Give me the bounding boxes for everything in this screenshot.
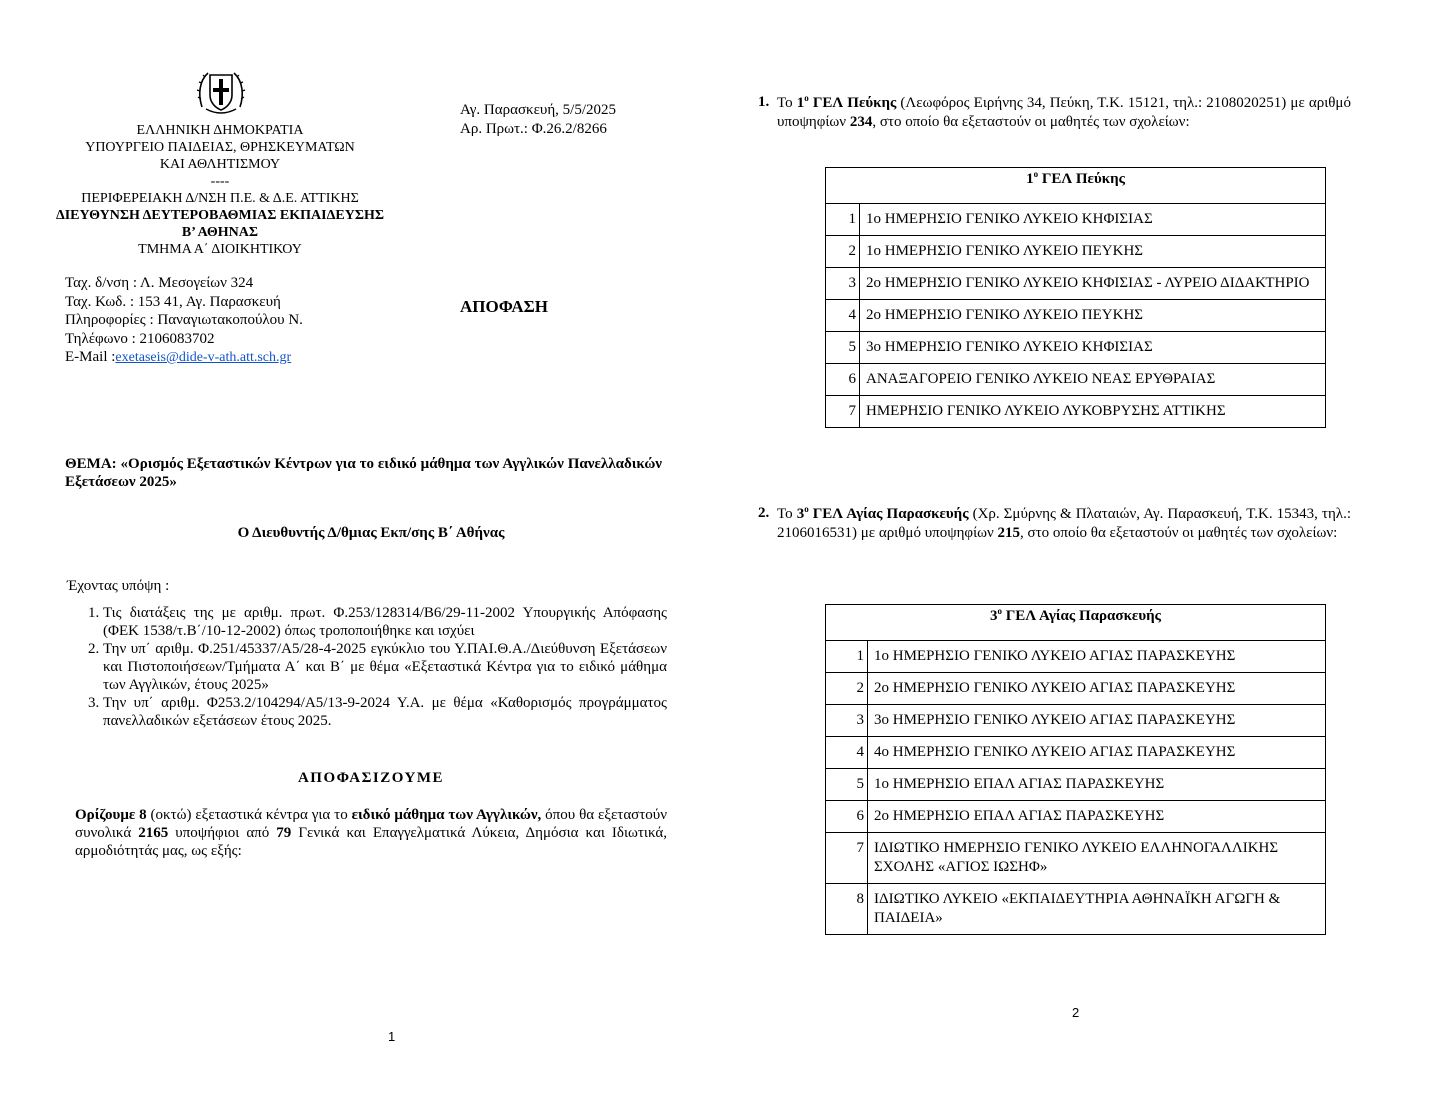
school-row	[826, 332, 1326, 364]
consideration-item: 3. Την υπ΄ αριθμ. Φ253.2/104294/Α5/13-9-2024 Υ.Α. με θέμα «Καθορισμός προγράμματος πανελλαδικών εξετάσεων έτους 2025.	[103, 694, 667, 730]
body-define-count: Ορίζουμε 8	[75, 807, 147, 823]
table-1-title: $1^o$ ΓΕΛ Πεύκης	[826, 168, 1326, 204]
school-row	[826, 236, 1326, 268]
greek-coat-of-arms-emblem	[196, 69, 246, 117]
header-line-department: ΤΜΗΜΑ Α΄ ΔΙΟΙΚΗΤΙΚΟΥ	[138, 242, 302, 257]
header-line-ministry: ΥΠΟΥΡΓΕΙΟ ΠΑΙΔΕΙΑΣ, ΘΡΗΣΚΕΥΜΑΤΩΝ	[85, 140, 355, 155]
school-name: ΙΔΙΩΤΙΚΟ ΛΥΚΕΙΟ «ΕΚΠΑΙΔΕΥΤΗΡΙΑ ΑΘΗΝΑΪΚΗ ΑΓΩΓΗ & ΠΑΙΔΕΙΑ»	[868, 884, 1326, 935]
protocol-number: Αρ. Πρωτ.: Φ.26.2/8266	[460, 121, 607, 137]
row-number: 1	[826, 204, 860, 236]
document-page-2	[718, 0, 1437, 1094]
page-number-1: 1	[388, 1029, 396, 1044]
item-text: Το	[777, 95, 797, 111]
contact-postal-code: Ταχ. Κωδ. : 153 41, Αγ. Παρασκευή	[65, 293, 281, 310]
director-title: Ο Διευθυντής Δ/θμιας Εκπ/σης Β΄ Αθήνας	[237, 525, 505, 541]
row-number: 4	[826, 300, 860, 332]
school-name: 3ο ΗΜΕΡΗΣΙΟ ΓΕΝΙΚΟ ΛΥΚΕΙΟ ΚΗΦΙΣΙΑΣ	[860, 332, 1326, 364]
school-name: 1ο ΗΜΕΡΗΣΙΟ ΓΕΝΙΚΟ ΛΥΚΕΙΟ ΠΕΥΚΗΣ	[860, 236, 1326, 268]
school-row	[826, 705, 1326, 737]
school-row	[826, 801, 1326, 833]
exam-center-2-table	[825, 604, 1326, 935]
school-row	[826, 737, 1326, 769]
item-text: , στο οποίο θα εξεταστούν οι μαθητές των σχολείων:	[872, 114, 1190, 130]
school-name: 2ο ΗΜΕΡΗΣΙΟ ΓΕΝΙΚΟ ΛΥΚΕΙΟ ΑΓΙΑΣ ΠΑΡΑΣΚΕΥΗΣ	[868, 673, 1326, 705]
school-name: 1ο ΗΜΕΡΗΣΙΟ ΕΠΑΛ ΑΓΙΑΣ ΠΑΡΑΣΚΕΥΗΣ	[868, 769, 1326, 801]
row-number: 5	[826, 769, 868, 801]
school-row	[826, 884, 1326, 935]
row-number: 8	[826, 884, 868, 935]
body-school-total: 79	[276, 825, 292, 841]
item-text: (Λεωφόρος Ειρήνης 34, Πεύκη, Τ.Κ. 15121, τηλ.: 2108020251) με αριθμό υποψηφίων	[777, 95, 1351, 130]
header-line-ministry-cont: ΚΑΙ ΑΘΛΗΤΙΣΜΟΥ	[159, 157, 281, 172]
school-name: ΗΜΕΡΗΣΙΟ ΓΕΝΙΚΟ ΛΥΚΕΙΟ ΛΥΚΟΒΡΥΣΗΣ ΑΤΤΙΚΗΣ	[860, 396, 1326, 428]
contact-info-person: Πληροφορίες : Παναγιωτακοπούλου Ν.	[65, 312, 303, 328]
item-1-candidate-count: 234	[849, 114, 873, 130]
contact-phone: Τηλέφωνο : 2106083702	[65, 330, 215, 347]
school-row	[826, 396, 1326, 428]
considerations-list	[65, 604, 667, 730]
item-2-paragraph	[777, 505, 1351, 543]
body-candidate-total: 2165	[138, 825, 169, 841]
header-line-separator: ----	[210, 174, 230, 189]
header-line-regional-directorate: ΠΕΡΙΦΕΡΕΙΑΚΗ Δ/ΝΣΗ Π.Ε. & Δ.Ε. ΑΤΤΙΚΗΣ	[81, 191, 359, 206]
school-name: ΙΔΙΩΤΙΚΟ ΗΜΕΡΗΣΙΟ ΓΕΝΙΚΟ ΛΥΚΕΙΟ ΕΛΛΗΝΟΓΑΛΛΙΚΗΣ ΣΧΟΛΗΣ «ΑΓΙΟΣ ΙΩΣΗΦ»	[868, 833, 1326, 884]
item-text: (Χρ. Σμύρνης & Πλαταιών, Αγ. Παρασκευή, Τ.Κ. 15343, τηλ.: 2106016531) με αριθμό υποψηφίων	[777, 506, 1351, 541]
row-number: 4	[826, 737, 868, 769]
row-number: 5	[826, 332, 860, 364]
body-text: Γενικά και Επαγγελματικά Λύκεια, Δημόσια και Ιδιωτικά, αρμοδιότητάς μας, ως εξής:	[75, 825, 667, 859]
item-1-number: 1.	[758, 94, 770, 110]
consideration-item: 1. Τις διατάξεις της με αριθμ. πρωτ. Φ.253/128314/Β6/29-11-2002 Υπουργικής Απόφασης (ΦΕΚ 1538/τ.Β΄/10-12-2002) όπως τροποποιήθηκε και ισχύει	[103, 604, 667, 640]
school-row	[826, 204, 1326, 236]
item-text: Το	[777, 506, 797, 522]
row-number: 7	[826, 833, 868, 884]
row-number: 3	[826, 268, 860, 300]
school-row	[826, 364, 1326, 396]
contact-email-row	[65, 348, 303, 368]
school-row	[826, 673, 1326, 705]
letterhead	[40, 122, 400, 258]
item-1-school: $1^o$ ΓΕΛ Πεύκης	[796, 93, 897, 111]
header-line-district: Β’ ΑΘΗΝΑΣ	[181, 225, 259, 240]
school-row	[826, 641, 1326, 673]
school-name: 2ο ΗΜΕΡΗΣΙΟ ΓΕΝΙΚΟ ΛΥΚΕΙΟ ΠΕΥΚΗΣ	[860, 300, 1326, 332]
item-1-paragraph	[777, 94, 1351, 132]
item-2-candidate-count: 215	[997, 525, 1021, 541]
document-page-1	[0, 0, 718, 1094]
school-name: 2ο ΗΜΕΡΗΣΙΟ ΓΕΝΙΚΟ ΛΥΚΕΙΟ ΚΗΦΙΣΙΑΣ - ΛΥΡΕΙΟ ΔΙΔΑΚΤΗΡΙΟ	[860, 268, 1326, 300]
school-name: 3ο ΗΜΕΡΗΣΙΟ ΓΕΝΙΚΟ ΛΥΚΕΙΟ ΑΓΙΑΣ ΠΑΡΑΣΚΕΥΗΣ	[868, 705, 1326, 737]
consideration-item: 2. Την υπ΄ αριθμ. Φ.251/45337/Α5/28-4-2025 εγκύκλιο του Υ.ΠΑΙ.Θ.Α./Διεύθυνση Εξετάσεων και Πιστοποιήσεων/Τμήματα Α΄ και Β΄ με θέμα «Εξεταστικά Κέντρα για το ειδικό μάθημα των Αγγλικών, έτους 2025»	[103, 640, 667, 694]
contact-block	[65, 274, 303, 368]
row-number: 1	[826, 641, 868, 673]
row-number: 3	[826, 705, 868, 737]
item-2-school: $3^o$ ΓΕΛ Αγίας Παρασκευής	[796, 504, 969, 522]
header-line-directorate: ΔΙΕΥΘΥΝΣΗ ΔΕΥΤΕΡΟΒΑΘΜΙΑΣ ΕΚΠΑΙΔΕΥΣΗΣ	[55, 208, 385, 223]
row-number: 2	[826, 236, 860, 268]
row-number: 6	[826, 364, 860, 396]
subject-line: ΘΕΜΑ: «Ορισμός Εξεταστικών Κέντρων για το ειδικό μάθημα των Αγγλικών Πανελλαδικών Εξετάσεων 2025»	[65, 456, 662, 490]
table-2-title: $3^o$ ΓΕΛ Αγίας Παρασκευής	[826, 605, 1326, 641]
school-row	[826, 833, 1326, 884]
school-name: ΑΝΑΞΑΓΟΡΕΙΟ ΓΕΝΙΚΟ ΛΥΚΕΙΟ ΝΕΑΣ ΕΡΥΘΡΑΙΑΣ	[860, 364, 1326, 396]
school-name: 2ο ΗΜΕΡΗΣΙΟ ΕΠΑΛ ΑΓΙΑΣ ΠΑΡΑΣΚΕΥΗΣ	[868, 801, 1326, 833]
body-subject: ειδικό μάθημα των Αγγλικών,	[351, 807, 542, 823]
school-row	[826, 268, 1326, 300]
header-line-country: ΕΛΛΗΝΙΚΗ ΔΗΜΟΚΡΑΤΙΑ	[136, 123, 304, 138]
contact-address: Ταχ. δ/νση : Λ. Μεσογείων 324	[65, 275, 254, 291]
contact-email-label: E-Mail :	[65, 349, 116, 365]
row-number: 6	[826, 801, 868, 833]
decision-body	[75, 806, 667, 860]
school-row	[826, 300, 1326, 332]
date-line: Αγ. Παρασκευή, 5/5/2025	[460, 102, 617, 118]
we-decide-heading: ΑΠΟΦΑΣΙΖΟΥΜΕ	[297, 770, 445, 786]
body-text: υποψήφιοι από	[168, 825, 277, 841]
row-number: 2	[826, 673, 868, 705]
considering-label: Έχοντας υπόψη :	[67, 578, 170, 594]
date-protocol-block	[460, 101, 616, 139]
item-text: , στο οποίο θα εξεταστούν οι μαθητές των σχολείων:	[1020, 525, 1338, 541]
exam-center-1-table	[825, 167, 1326, 428]
school-row	[826, 769, 1326, 801]
decision-title: ΑΠΟΦΑΣΗ	[460, 297, 548, 316]
school-name: 4ο ΗΜΕΡΗΣΙΟ ΓΕΝΙΚΟ ΛΥΚΕΙΟ ΑΓΙΑΣ ΠΑΡΑΣΚΕΥΗΣ	[868, 737, 1326, 769]
contact-email-link[interactable]: exetaseis@dide-v-ath.att.sch.gr	[115, 350, 292, 365]
page-number-2: 2	[1072, 1005, 1080, 1020]
school-name: 1ο ΗΜΕΡΗΣΙΟ ΓΕΝΙΚΟ ΛΥΚΕΙΟ ΑΓΙΑΣ ΠΑΡΑΣΚΕΥΗΣ	[868, 641, 1326, 673]
item-2-number: 2.	[758, 505, 770, 521]
body-text: (οκτώ) εξεταστικά κέντρα για το	[146, 807, 352, 823]
school-name: 1ο ΗΜΕΡΗΣΙΟ ΓΕΝΙΚΟ ΛΥΚΕΙΟ ΚΗΦΙΣΙΑΣ	[860, 204, 1326, 236]
body-text: όπου θα εξεταστούν συνολικά	[75, 807, 667, 841]
row-number: 7	[826, 396, 860, 428]
